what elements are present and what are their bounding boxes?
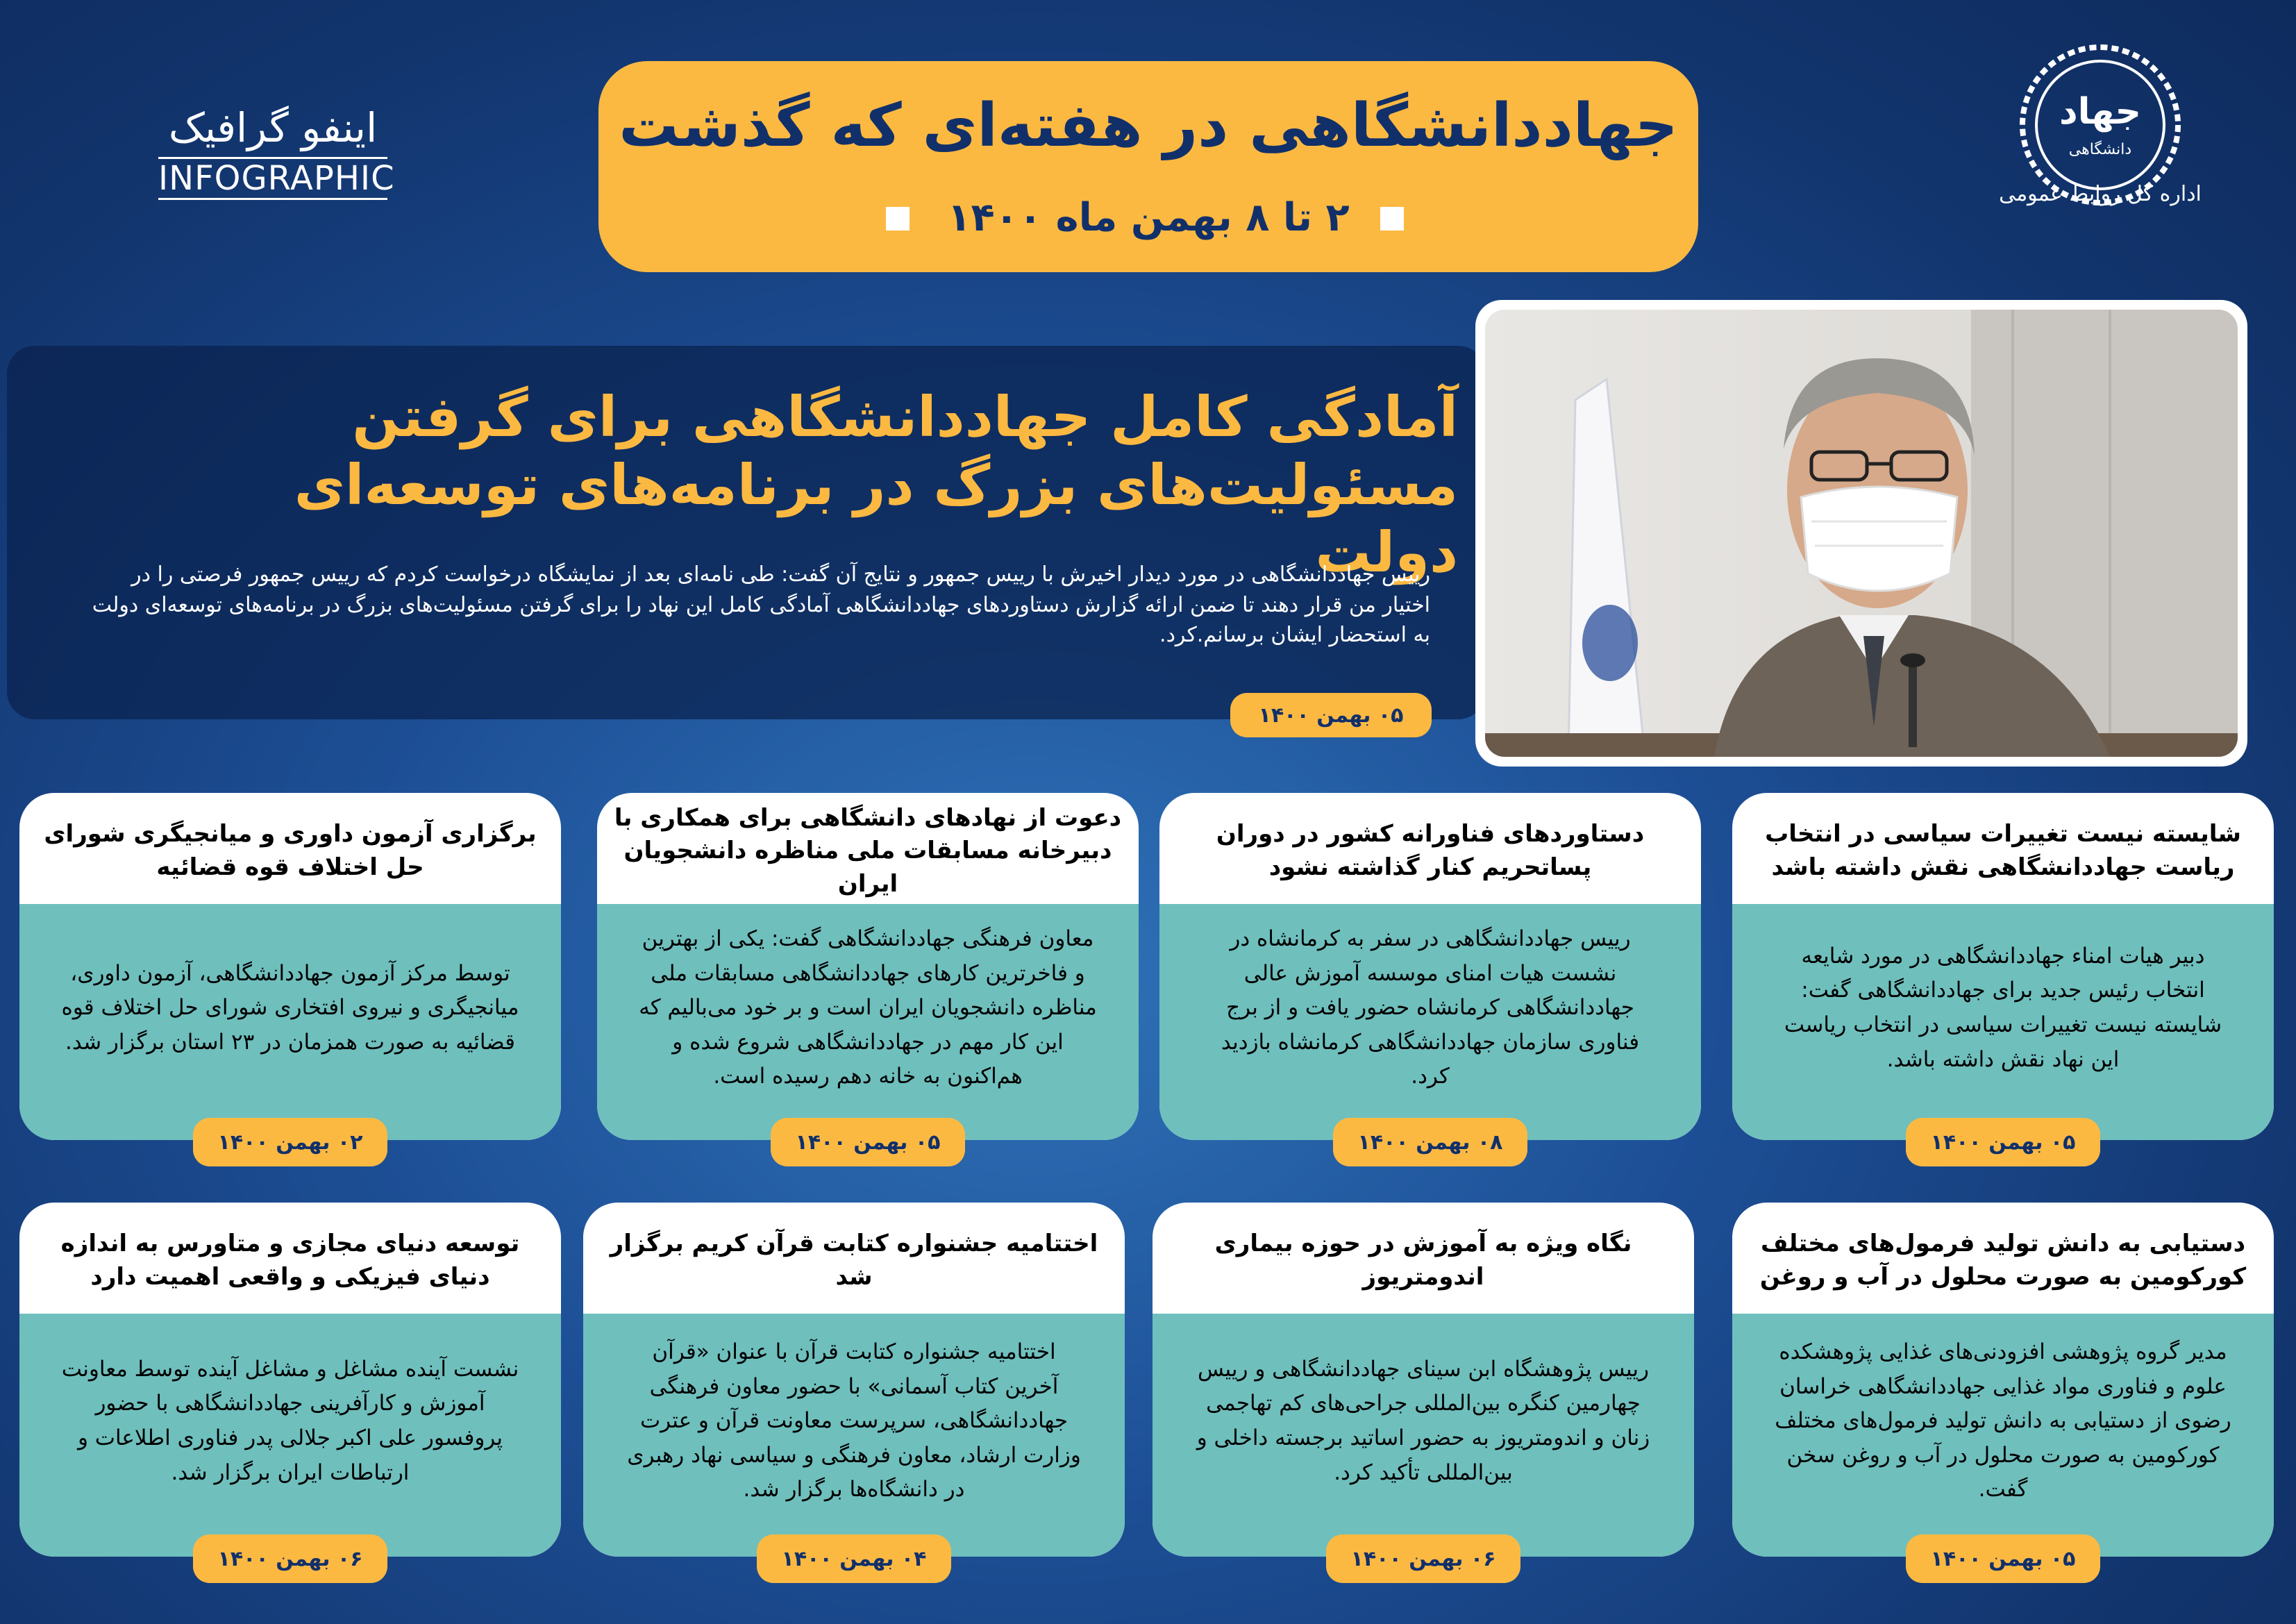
news-card [1732,1203,2274,1571]
news-card-body: مدیر گروه پژوهشی افزودنی‌های غذایی پژوهشکده علوم و فناوری مواد غذایی جهاددانشگاهی خراسان رضوی از دستیابی به دانش تولید فرمول‌های مختلف کورکومین به صورت محلول در آب و روغن سخن گفت. [1732,1314,2274,1557]
news-card-date: ۰۴ بهمن ۱۴۰۰ [757,1534,951,1583]
news-card-date: ۰۵ بهمن ۱۴۰۰ [1906,1118,2100,1166]
portrait-illustration [1485,310,2238,757]
news-card-title: توسعه دنیای مجازی و متاورس به اندازه دنیای فیزیکی و واقعی اهمیت دارد [60,1230,520,1291]
infographic-label-en: INFOGRAPHIC [158,157,387,200]
news-card-title: دعوت از نهادهای دانشگاهی برای همکاری با دبیرخانه مسابقات ملی مناظره دانشجویان ایران [614,803,1122,898]
news-card-title: نگاه ویژه به آموزش در حوزه بیماری اندومتریوز [1214,1230,1632,1291]
feature-headline-line2: مسئولیت‌های بزرگ در برنامه‌های توسعه‌ای دولت [294,452,1458,585]
news-card-date: ۰۶ بهمن ۱۴۰۰ [193,1534,387,1583]
logo-subtext: دانشگاهی [2068,141,2132,158]
news-card-body: اختتامیه جشنواره کتابت قرآن با عنوان «قرآن آخرین کتاب آسمانی» با حضور معاون فرهنگی جهاددانشگاهی، سرپرست معاونت قرآن و عترت وزارت ارشاد، معاون فرهنگی و سیاسی نهاد رهبری در دانشگاه‌ها برگزار شد. [583,1314,1125,1557]
news-card-title: اختتامیه جشنواره کتابت قرآن کریم برگزار شد [610,1230,1098,1291]
logo-caption: اداره کل روابط عمومی [1999,182,2202,206]
feature-date: ۰۵ بهمن ۱۴۰۰ [1230,693,1432,737]
news-card-title: برگزاری آزمون داوری و میانجیگری شورای حل اختلاف قوه قضائیه [44,820,537,881]
news-card-title: دستیابی به دانش تولید فرمول‌های مختلف کورکومین به صورت محلول در آب و روغن [1759,1230,2247,1291]
feature-photo [1475,300,2247,767]
feature-headline [139,383,1458,587]
news-card-date: ۰۶ بهمن ۱۴۰۰ [1326,1534,1520,1583]
decorative-square [886,207,910,231]
decorative-square [1380,207,1404,231]
news-card [1153,1203,1694,1571]
logo-text: جهاد [2059,91,2142,133]
infographic-label-fa: اینفو گرافیک [168,104,378,151]
news-card-date: ۰۸ بهمن ۱۴۰۰ [1333,1118,1527,1166]
news-card-title: شایسته نیست تغییرات سیاسی در انتخاب ریاست جهاددانشگاهی نقش داشته باشد [1765,820,2241,881]
news-card [597,793,1139,1155]
feature-headline-line1: آمادگی کامل جهاددانشگاهی برای گرفتن [352,385,1458,449]
news-card-body: توسط مرکز آزمون جهاددانشگاهی، آزمون داوری، میانجیگری و نیروی افتخاری شورای حل اختلاف قوه قضائیه به صورت همزمان در ۲۳ استان برگزار شد. [19,904,561,1140]
header-title-banner [598,61,1698,272]
news-card [1732,793,2274,1155]
news-card-body: دبیر هیات امناء جهاددانشگاهی در مورد شایعه انتخاب رئیس جدید برای جهاددانشگاهی گفت: شایسته نیست تغییرات سیاسی در انتخاب ریاست این نهاد نقش داشته باشد. [1732,904,2274,1140]
news-card-body: رییس جهاددانشگاهی در سفر به کرمانشاه در نشست هیات امنای موسسه آموزش عالی جهاددانشگاهی کرمانشاه حضور یافت و از برج فناوری سازمان جهاددانشگاهی کرمانشاه بازدید کرد. [1159,904,1701,1140]
news-card-body: معاون فرهنگی جهاددانشگاهی گفت: یکی از بهترین و فاخرترین کارهای جهاددانشگاهی مسابقات ملی مناظره دانشجویان ایران است و بر خود می‌بالیم که این کار مهم در جهاددانشگاهی شروع شده و هم‌اکنون به خانه دهم رسیده است. [597,904,1139,1140]
news-card-date: ۰۵ بهمن ۱۴۰۰ [1906,1534,2100,1583]
page-title: جهاددانشگاهی در هفته‌ای که گذشت [619,91,1678,161]
news-card [583,1203,1125,1571]
news-card-body: نشست آینده مشاغل و مشاغل آینده توسط معاونت آموزش و کارآفرینی جهاددانشگاهی با حضور پروفسور علی اکبر جلالی پدر فناوری اطلاعات و ارتباطات ایران برگزار شد. [19,1314,561,1557]
news-card [19,1203,561,1571]
infographic-label [158,104,395,200]
feature-lead: رییس جهاددانشگاهی در مورد دیدار اخیرش با رییس جمهور و نتایج آن گفت: طی نامه‌ای بعد از نمایشگاه درخواست کردم که رییس جمهور فرصتی را در اختیار من قرار دهند تا ضمن ارائه گزارش دستاوردهای جهاددانشگاهی آمادگی کامل این نهاد را برای گرفتن مسئولیت‌های بزرگ در برنامه‌های توسعه‌ای دولت به استحضار ایشان برسانم.کرد. [92,562,1430,647]
news-card-date: ۰۵ بهمن ۱۴۰۰ [771,1118,965,1166]
news-card [19,793,561,1155]
news-card-title: دستاوردهای فناورانه کشور در دوران پساتحریم کنار گذاشته نشود [1216,820,1645,881]
page-subtitle: ۲ تا ۸ بهمن ماه ۱۴۰۰ [947,194,1350,240]
news-card-body: رییس پژوهشگاه ابن سینای جهاددانشگاهی و رییس چهارمین کنگره بین‌المللی جراحی‌های کم تهاجمی زنان و اندومتریوز به حضور اساتید برجسته داخلی و بین‌المللی تأکید کرد. [1153,1314,1694,1557]
news-card [1159,793,1701,1155]
news-card-date: ۰۲ بهمن ۱۴۰۰ [193,1118,387,1166]
